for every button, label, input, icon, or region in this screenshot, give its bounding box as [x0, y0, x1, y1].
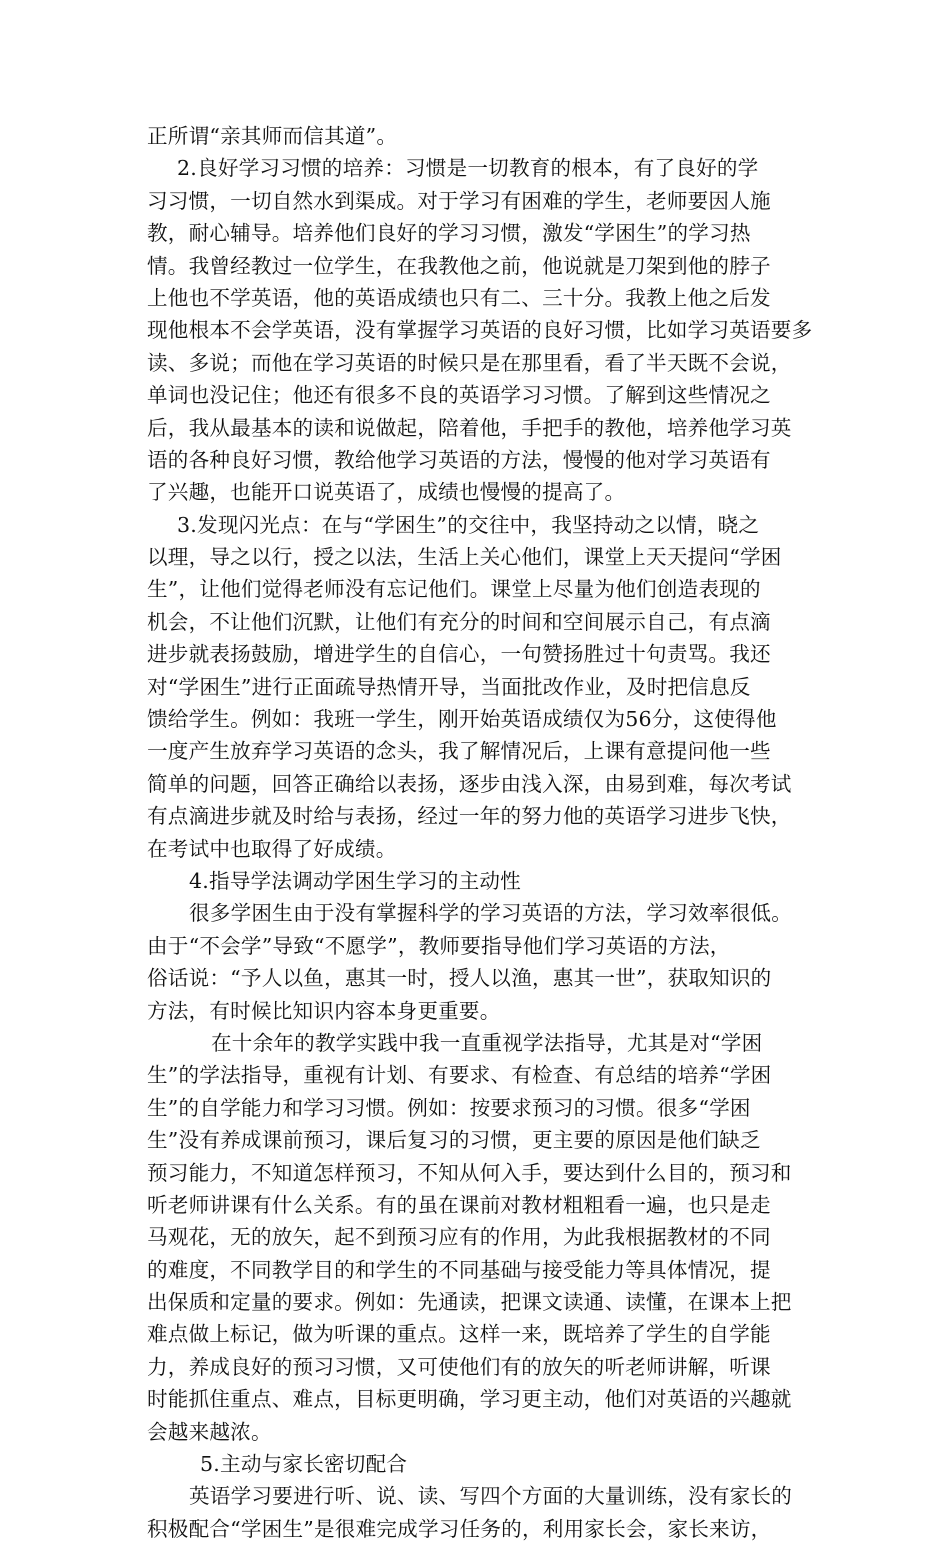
text-line: 生”的自学能力和学习习惯。例如：按要求预习的习惯。很多“学困: [147, 1095, 751, 1120]
text-line: 单词也没记住；他还有很多不良的英语学习习惯。了解到这些情况之: [147, 383, 771, 408]
text-line: 俗话说：“予人以鱼，惠其一时，授人以渔，惠其一世”，获取知识的: [147, 966, 772, 991]
text-line: 生”的学法指导，重视有计划、有要求、有检查、有总结的培养“学困: [147, 1063, 772, 1088]
text-line: 对“学困生”进行正面疏导热情开导，当面批改作业，及时把信息反: [147, 674, 751, 699]
text-line: 在十余年的教学实践中我一直重视学法指导，尤其是对“学困: [211, 1030, 763, 1055]
text-line: 情。我曾经教过一位学生，在我教他之前，他说就是刀架到他的脖子: [147, 253, 771, 278]
text-line: 力，养成良好的预习习惯，又可使他们有的放矢的听老师讲解，听课: [147, 1354, 771, 1379]
text-line: 上他也不学英语，他的英语成绩也只有二、三十分。我教上他之后发: [147, 285, 771, 310]
text-line: 5.主动与家长密切配合: [200, 1452, 408, 1477]
paragraph: [147, 897, 819, 1027]
text-line: 馈给学生。例如：我班一学生，刚开始英语成绩仅为56分，这使得他: [147, 707, 777, 732]
text-line: 2.良好学习习惯的培养：习惯是一切教育的根本，有了良好的学: [177, 156, 759, 181]
text-line: 积极配合“学困生”是很难完成学习任务的，利用家长会，家长来访，: [147, 1516, 772, 1541]
text-line: 教，耐心辅导。培养他们良好的学习习惯，激发“学困生”的学习热: [147, 221, 751, 246]
text-line: 马观花，无的放矢，起不到预习应有的作用，为此我根据教材的不同: [147, 1225, 771, 1250]
text-line: 很多学困生由于没有掌握科学的学习英语的方法，学习效率很低。: [189, 901, 793, 926]
text-line: 了兴趣，也能开口说英语了，成绩也慢慢的提高了。: [147, 480, 626, 505]
text-line: 读、多说；而他在学习英语的时候只是在那里看，看了半天既不会说，: [147, 350, 792, 375]
text-line: 听老师讲课有什么关系。有的虽在课前对教材粗粗看一遍，也只是走: [147, 1192, 771, 1217]
paragraph: [147, 1027, 819, 1448]
text-line: 进步就表扬鼓励，增进学生的自信心，一句赞扬胜过十句责骂。我还: [147, 642, 771, 667]
text-line: 有点滴进步就及时给与表扬，经过一年的努力他的英语学习进步飞快，: [147, 804, 792, 829]
paragraph: [147, 152, 819, 508]
text-line: 的难度，不同教学目的和学生的不同基础与接受能力等具体情况，提: [147, 1257, 771, 1282]
paragraph: [147, 509, 819, 865]
text-line: 现他根本不会学英语，没有掌握学习英语的良好习惯，比如学习英语要多: [147, 318, 813, 343]
text-line: 生”，让他们觉得老师没有忘记他们。课堂上尽量为他们创造表现的: [147, 577, 761, 602]
text-line: 生”没有养成课前预习，课后复习的习惯，更主要的原因是他们缺乏: [147, 1128, 761, 1153]
text-line: 时能抓住重点、难点，目标更明确，学习更主动，他们对英语的兴趣就: [147, 1387, 792, 1412]
text-line: 方法，有时候比知识内容本身更重要。: [147, 998, 501, 1023]
paragraph: [147, 865, 819, 897]
text-line: 预习能力，不知道怎样预习，不知从何入手，要达到什么目的，预习和: [147, 1160, 792, 1185]
text-line: 4.指导学法调动学困生学习的主动性: [189, 868, 521, 893]
text-line: 英语学习要进行听、说、读、写四个方面的大量训练，没有家长的: [189, 1484, 793, 1509]
paragraph: [147, 1448, 819, 1480]
text-line: 机会，不让他们沉默，让他们有充分的时间和空间展示自己，有点滴: [147, 609, 771, 634]
text-line: 习习惯，一切自然水到渠成。对于学习有困难的学生，老师要因人施: [147, 188, 771, 213]
text-line: 难点做上标记，做为听课的重点。这样一来，既培养了学生的自学能: [147, 1322, 771, 1347]
document-page: [147, 120, 819, 1545]
text-line: 简单的问题，回答正确给以表扬，逐步由浅入深，由易到难，每次考试: [147, 771, 792, 796]
text-line: 由于“不会学”导致“不愿学”，教师要指导他们学习英语的方法，: [147, 933, 731, 958]
text-line: 后，我从最基本的读和说做起，陪着他，手把手的教他，培养他学习英: [147, 415, 792, 440]
text-line: 在考试中也取得了好成绩。: [147, 836, 397, 861]
text-line: 3.发现闪光点：在与“学困生”的交往中，我坚持动之以情，晓之: [177, 512, 760, 537]
text-line: 正所谓“亲其师而信其道”。: [147, 124, 398, 148]
text-line: 会越来越浓。: [147, 1419, 272, 1444]
paragraph: [147, 1480, 819, 1545]
text-line: 出保质和定量的要求。例如：先通读，把课文读通、读懂，在课本上把: [147, 1290, 792, 1315]
text-line: 语的各种良好习惯，教给他学习英语的方法，慢慢的他对学习英语有: [147, 447, 771, 472]
paragraph: [147, 120, 819, 152]
text-line: 一度产生放弃学习英语的念头，我了解情况后，上课有意提问他一些: [147, 739, 771, 764]
text-line: 以理，导之以行，授之以法，生活上关心他们，课堂上天天提问“学困: [147, 545, 782, 570]
